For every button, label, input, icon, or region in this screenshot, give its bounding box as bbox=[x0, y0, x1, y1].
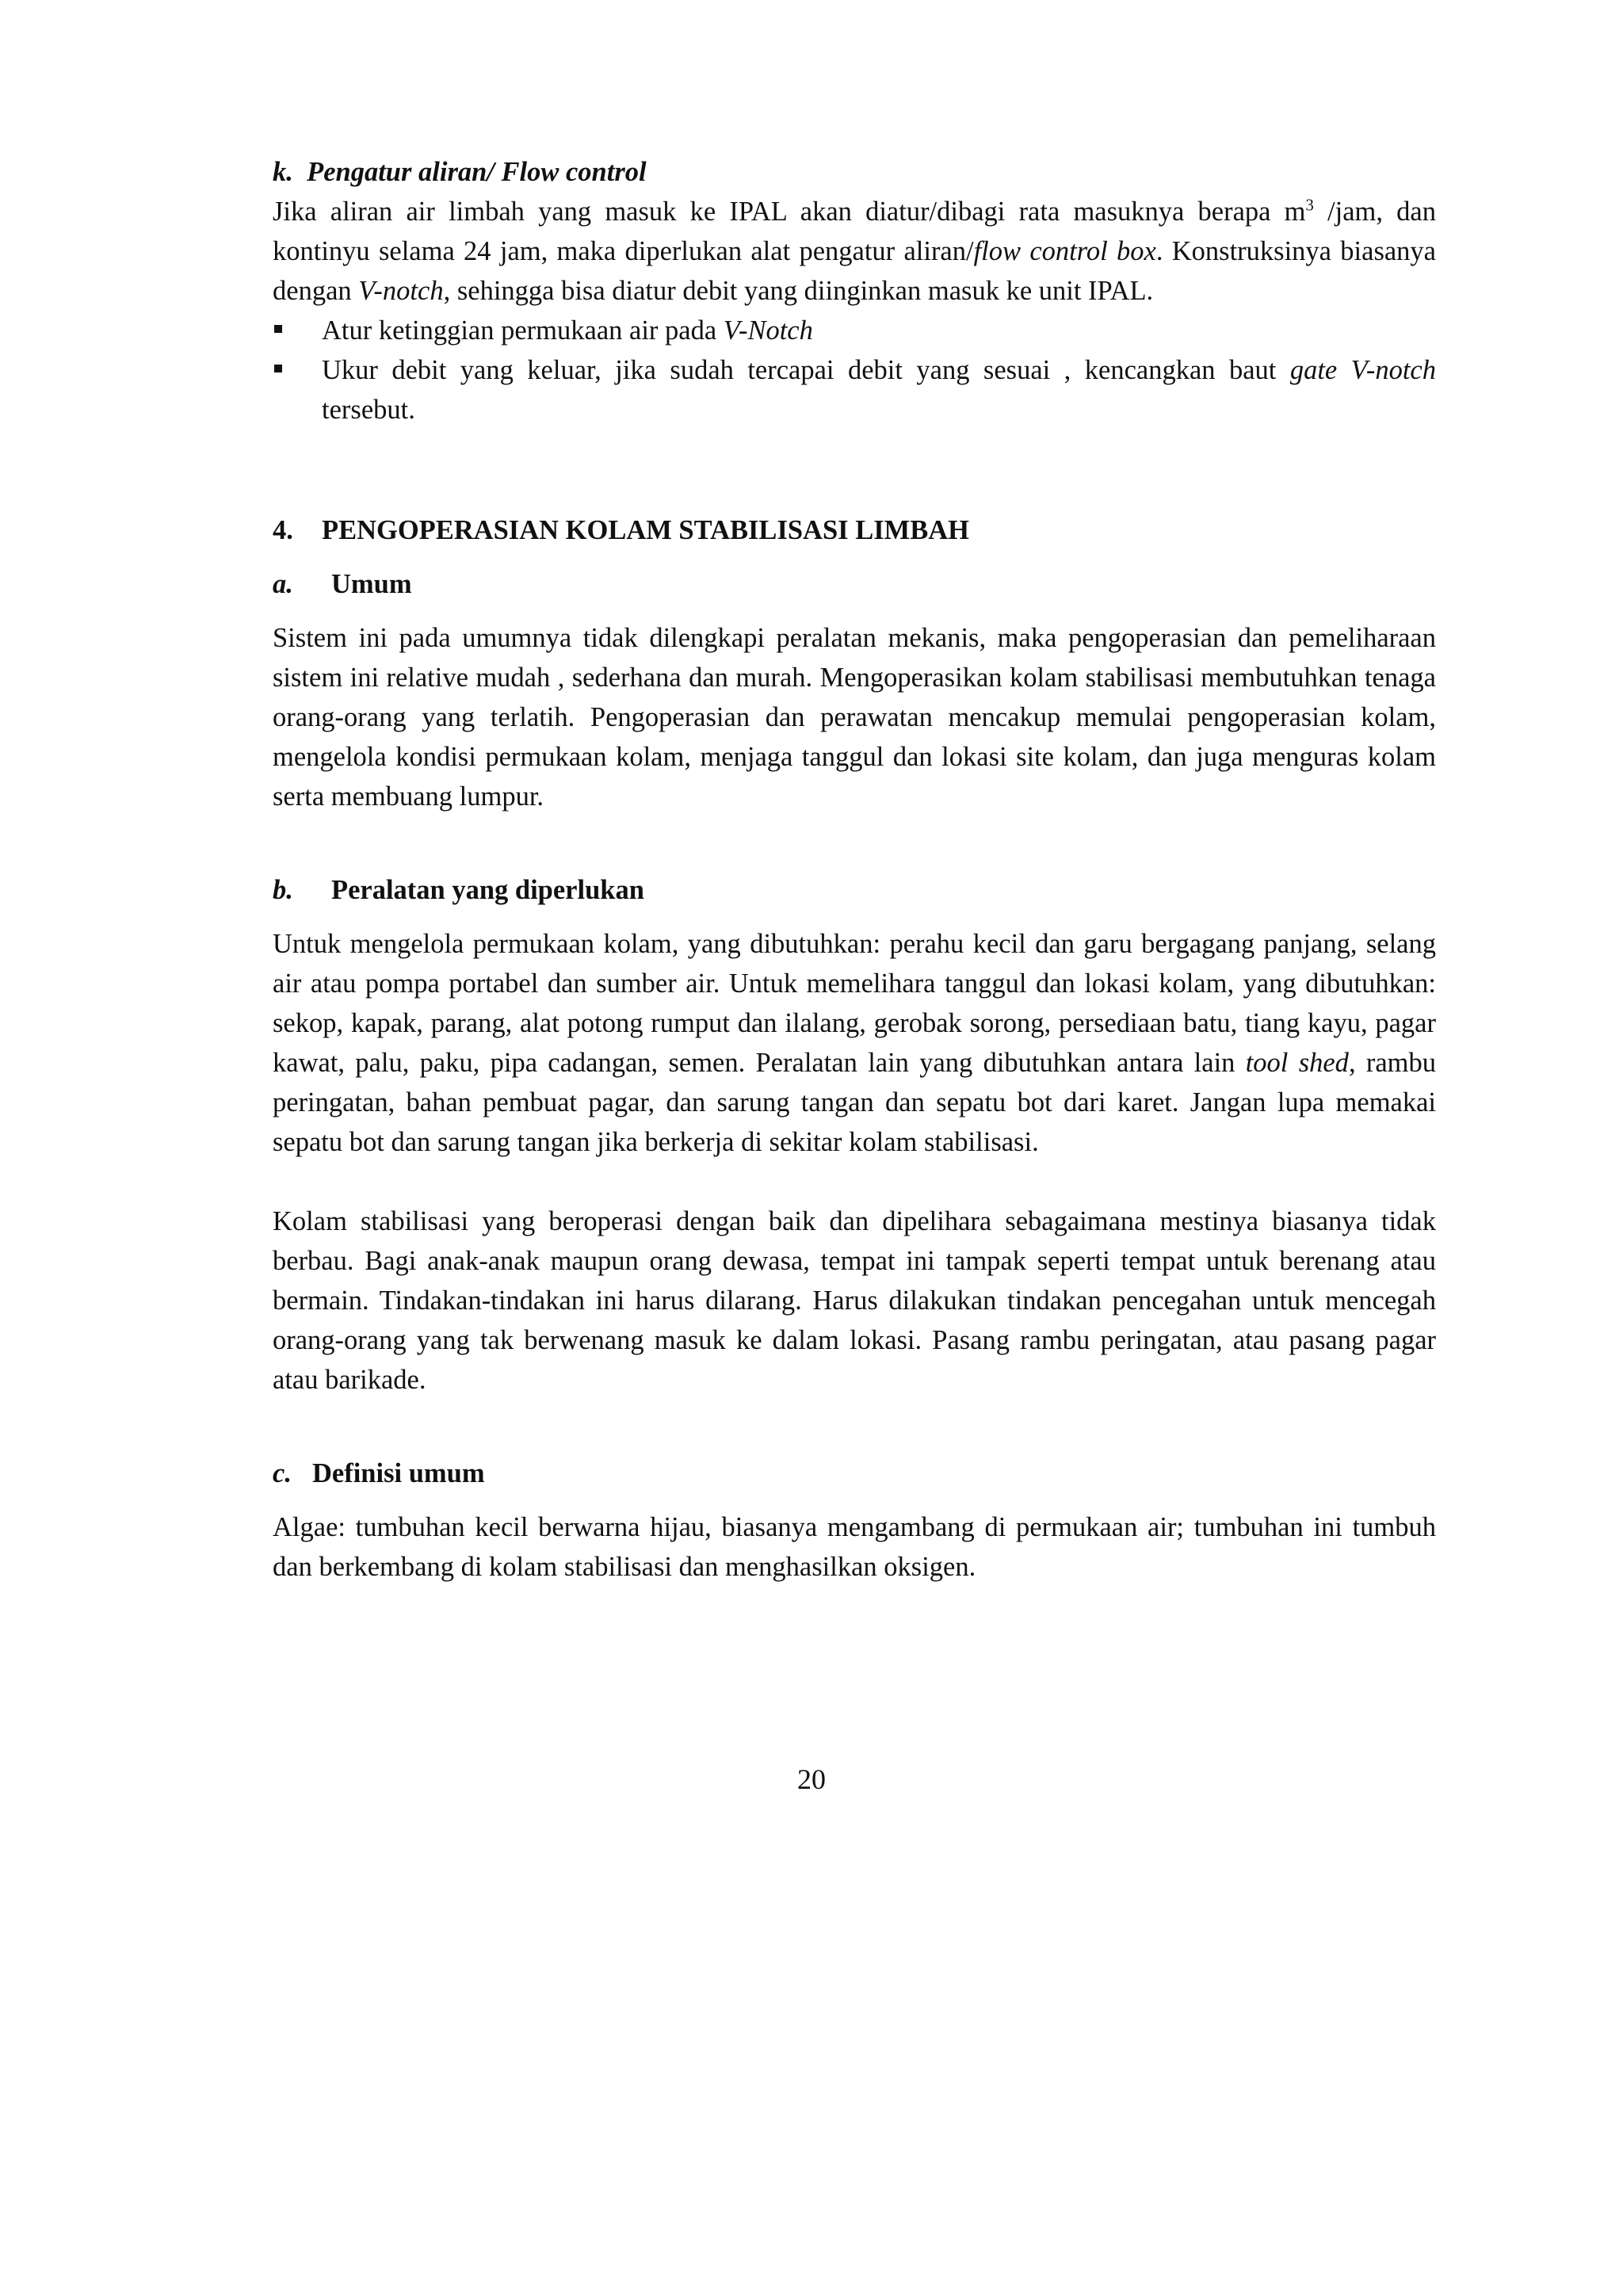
italic-term: tool shed bbox=[1245, 1048, 1349, 1078]
text-run: Jika aliran air limbah yang masuk ke IPAL akan diatur/dibagi rata masuknya berapa m bbox=[273, 197, 1306, 227]
list-item bbox=[273, 350, 1436, 430]
paragraph-definisi: Algae: tumbuhan kecil berwarna hijau, biasanya mengambang di permukaan air; tumbuhan ini tumbuh dan berkembang di kolam stabilisasi dan menghasilkan oksigen. bbox=[273, 1512, 1436, 1582]
bullet-list bbox=[273, 311, 1436, 430]
section-number: 4. bbox=[273, 515, 293, 545]
paragraph-flow-control bbox=[273, 192, 1436, 311]
square-bullet-icon bbox=[274, 365, 282, 372]
text-run: Untuk mengelola permukaan kolam, yang dibutuhkan: perahu kecil dan garu bergagang panjang, selang air atau pompa portabel dan sumber air. Untuk memelihara tanggul dan lokasi kolam, yang dibutuhkan: sekop, kapak, parang, alat potong rumput dan ilalang, gerobak sorong, persediaan batu, tiang kayu, pagar kawat, palu, paku, pipa cadangan, semen. Peralatan lain yang dibutuhkan antara lain bbox=[273, 929, 1436, 1078]
subheading-letter: b. bbox=[273, 875, 293, 905]
subheading-title: Peralatan yang diperlukan bbox=[331, 875, 644, 905]
text-run: . Konstruksinya biasanya dengan bbox=[273, 236, 1436, 306]
subheading-letter: c. bbox=[273, 1458, 292, 1488]
section-title: PENGOPERASIAN KOLAM STABILISASI LIMBAH bbox=[322, 515, 969, 545]
italic-term: V-notch bbox=[358, 276, 444, 306]
heading-k-letter: k. bbox=[273, 157, 293, 187]
text-run: /jam, dan kontinyu selama 24 jam, maka diperlukan alat pengatur aliran/ bbox=[273, 197, 1436, 266]
paragraph-umum: Sistem ini pada umumnya tidak dilengkapi peralatan mekanis, maka pengoperasian dan pemeliharaan sistem ini relative mudah , sederhana dan murah. Mengoperasikan kolam stabilisasi membutuhkan tenaga orang-orang yang terlatih. Pengoperasian dan perawatan mencakup memulai pengoperasian kolam, mengelola kondisi permukaan kolam, menjaga tanggul dan lokasi site kolam, dan juga menguras kolam serta membuang lumpur. bbox=[273, 623, 1436, 812]
text-run: Ukur debit yang keluar, jika sudah tercapai debit yang sesuai , kencangkan baut bbox=[322, 355, 1290, 385]
subheading-title: Umum bbox=[331, 569, 412, 599]
text-run: Atur ketinggian permukaan air pada bbox=[322, 315, 724, 346]
subheading-c bbox=[273, 1454, 1436, 1493]
page-number: 20 bbox=[797, 1763, 826, 1795]
text-run: , rambu peringatan, bahan pembuat pagar, dan sarung tangan dan sepatu bot dari karet. Jangan lupa memakai sepatu bot dan sarung tangan jika berkerja di sekitar kolam stabilisasi. bbox=[273, 1048, 1436, 1157]
superscript: 3 bbox=[1305, 197, 1314, 215]
list-item bbox=[273, 311, 1436, 350]
document-body bbox=[273, 152, 1436, 1587]
section-4-heading bbox=[273, 510, 1436, 550]
subheading-b bbox=[273, 870, 1436, 910]
italic-term: flow control box bbox=[973, 236, 1156, 266]
subheading-a bbox=[273, 564, 1436, 604]
text-run: , sehingga bisa diatur debit yang diinginkan masuk ke unit IPAL. bbox=[443, 276, 1154, 306]
text-run: tersebut. bbox=[322, 395, 415, 425]
square-bullet-icon bbox=[274, 325, 282, 333]
subheading-title: Definisi umum bbox=[312, 1458, 485, 1488]
italic-term: gate V-notch bbox=[1289, 355, 1436, 385]
paragraph-kolam-stabilisasi: Kolam stabilisasi yang beroperasi dengan baik dan dipelihara sebagaimana mestinya biasanya tidak berbau. Bagi anak-anak maupun orang dewasa, tempat ini tampak seperti tempat untuk berenang atau bermain. Tindakan-tindakan ini harus dilarang. Harus dilakukan tindakan pencegahan untuk mencegah orang-orang yang tak berwenang masuk ke dalam lokasi. Pasang rambu peringatan, atau pasang pagar atau barikade. bbox=[273, 1206, 1436, 1395]
heading-k bbox=[273, 152, 1436, 192]
paragraph-peralatan bbox=[273, 924, 1436, 1162]
heading-k-title: Pengatur aliran/ Flow control bbox=[307, 157, 647, 187]
italic-term: V-Notch bbox=[723, 315, 813, 346]
subheading-letter: a. bbox=[273, 569, 293, 599]
